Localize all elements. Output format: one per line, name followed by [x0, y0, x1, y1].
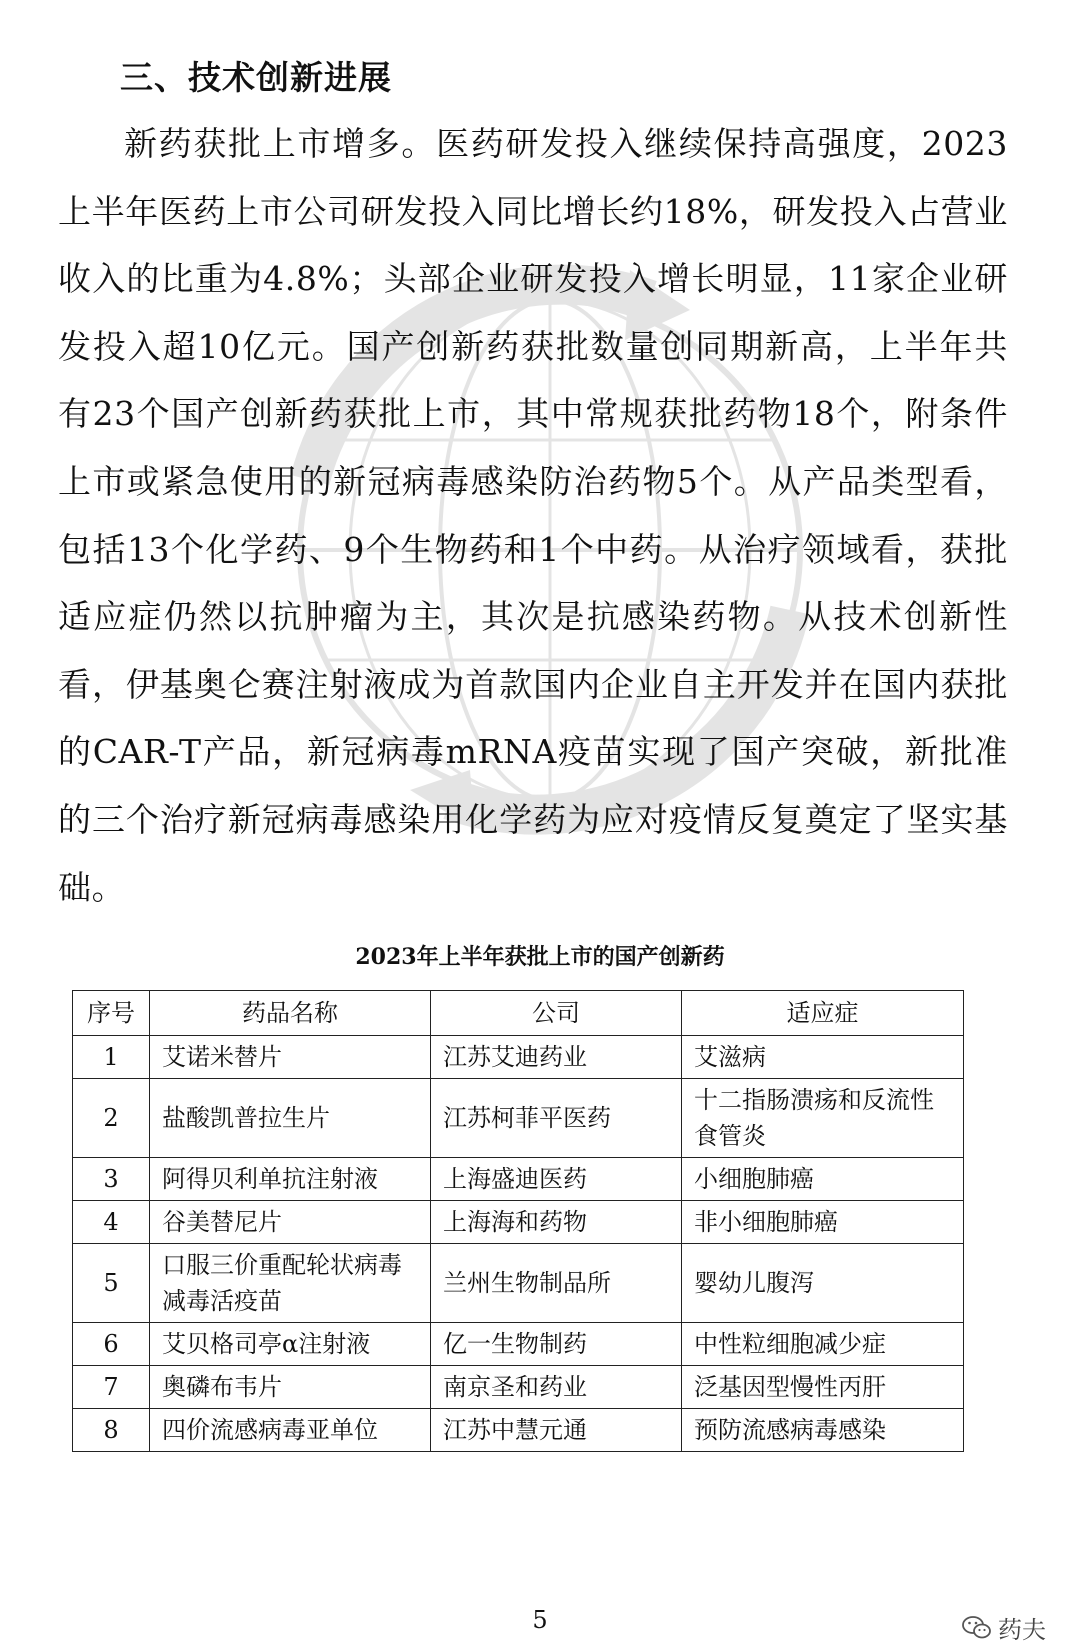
cell-drug-name: 四价流感病毒亚单位 — [150, 1409, 431, 1452]
wechat-icon — [962, 1615, 992, 1641]
cell-company: 江苏柯菲平医药 — [431, 1079, 682, 1158]
cell-indication: 预防流感病毒感染 — [682, 1409, 964, 1452]
cell-indication: 中性粒细胞减少症 — [682, 1323, 964, 1366]
table-header-row — [73, 991, 964, 1036]
table-row — [73, 1409, 964, 1452]
header-index: 序号 — [73, 991, 150, 1036]
table-row — [73, 1366, 964, 1409]
cell-indication: 艾滋病 — [682, 1036, 964, 1079]
cell-drug-name: 奥磷布韦片 — [150, 1366, 431, 1409]
cell-indication: 婴幼儿腹泻 — [682, 1244, 964, 1323]
table-row — [73, 1158, 964, 1201]
wechat-brand-name: 药夫 — [998, 1616, 1046, 1644]
cell-company: 上海盛迪医药 — [431, 1158, 682, 1201]
table-caption: 2023年上半年获批上市的国产创新药 — [355, 944, 725, 970]
cell-index: 1 — [73, 1036, 150, 1079]
cell-drug-name: 谷美替尼片 — [150, 1201, 431, 1244]
cell-drug-name: 盐酸凯普拉生片 — [150, 1079, 431, 1158]
cell-index: 4 — [73, 1201, 150, 1244]
cell-index: 2 — [73, 1079, 150, 1158]
cell-drug-name: 艾贝格司亭α注射液 — [150, 1323, 431, 1366]
section-heading: 三、技术创新进展 — [120, 58, 392, 97]
cell-index: 5 — [73, 1244, 150, 1323]
table-row — [73, 1201, 964, 1244]
header-company: 公司 — [431, 991, 682, 1036]
cell-company: 亿一生物制药 — [431, 1323, 682, 1366]
cell-drug-name: 口服三价重配轮状病毒减毒活疫苗 — [150, 1244, 431, 1323]
cell-indication: 非小细胞肺癌 — [682, 1201, 964, 1244]
cell-index: 7 — [73, 1366, 150, 1409]
wechat-brand — [962, 1610, 1046, 1645]
cell-indication: 泛基因型慢性丙肝 — [682, 1366, 964, 1409]
body-paragraph: 新药获批上市增多。医药研发投入继续保持高强度，2023上半年医药上市公司研发投入同比增长约18%，研发投入占营业收入的比重为4.8%；头部企业研发投入增长明显，11家企业研发投入超10亿元。国产创新药获批数量创同期新高，上半年共有23个国产创新药获批上市，其中常规获批药物18个，附条件上市或紧急使用的新冠病毒感染防治药物5个。从产品类型看，包括13个化学药、9个生物药和1个中药。从治疗领域看，获批适应症仍然以抗肿瘤为主，其次是抗感染药物。从技术创新性看，伊基奥仑赛注射液成为首款国内企业自主开发并在国内获批的CAR-T产品，新冠病毒mRNA疫苗实现了国产突破，新批准的三个治疗新冠病毒感染用化学药为应对疫情反复奠定了坚实基础。 — [58, 124, 1008, 907]
cell-company: 兰州生物制品所 — [431, 1244, 682, 1323]
cell-index: 8 — [73, 1409, 150, 1452]
cell-drug-name: 阿得贝利单抗注射液 — [150, 1158, 431, 1201]
header-drug-name: 药品名称 — [150, 991, 431, 1036]
header-indication: 适应症 — [682, 991, 964, 1036]
cell-company: 江苏艾迪药业 — [431, 1036, 682, 1079]
cell-index: 6 — [73, 1323, 150, 1366]
cell-company: 江苏中慧元通 — [431, 1409, 682, 1452]
table-row — [73, 1036, 964, 1079]
drug-table — [72, 990, 964, 1452]
table-row — [73, 1079, 964, 1158]
table-row — [73, 1323, 964, 1366]
table-row — [73, 1244, 964, 1323]
cell-indication: 小细胞肺癌 — [682, 1158, 964, 1201]
cell-company: 南京圣和药业 — [431, 1366, 682, 1409]
cell-index: 3 — [73, 1158, 150, 1201]
cell-company: 上海海和药物 — [431, 1201, 682, 1244]
cell-indication: 十二指肠溃疡和反流性食管炎 — [682, 1079, 964, 1158]
cell-drug-name: 艾诺米替片 — [150, 1036, 431, 1079]
page-number: 5 — [532, 1606, 548, 1634]
